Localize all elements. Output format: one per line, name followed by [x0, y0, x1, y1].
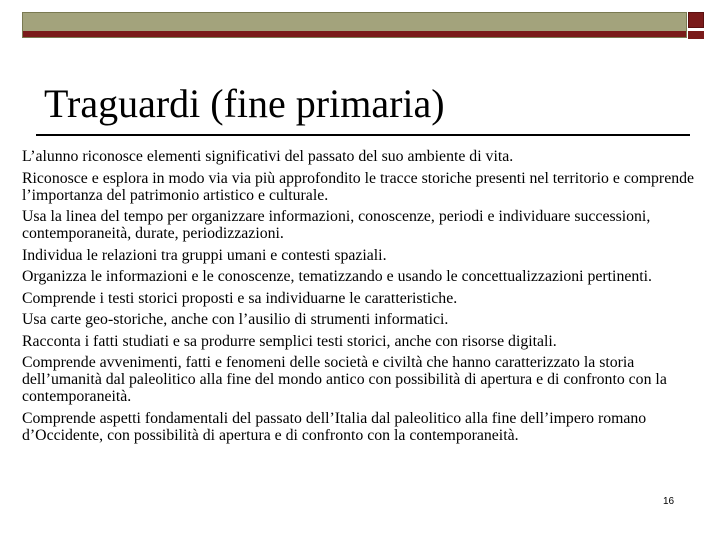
slide-content — [22, 148, 702, 448]
corner-accent-lower — [688, 31, 704, 39]
paragraph: Comprende avvenimenti, fatti e fenomeni delle società e civiltà che hanno caratterizzato la storia dell’umanità dal paleolitico alla fine del mondo antico con possibilità di apertura e di confronto con la contemporaneità. — [22, 354, 667, 405]
paragraph: Comprende aspetti fondamentali del passato dell’Italia dal paleolitico alla fine dell’impero romano d’Occidente, con possibilità di apertura e di confronto con la contemporaneità. — [22, 409, 647, 444]
header-band — [22, 12, 687, 38]
paragraph: Usa carte geo-storiche, anche con l’ausilio di strumenti informatici. — [22, 311, 449, 328]
page-number: 16 — [663, 496, 675, 507]
header-band-olive — [23, 13, 686, 31]
paragraph: Organizza le informazioni e le conoscenze, tematizzando e usando le concettualizzazioni pertinenti. — [22, 268, 652, 285]
paragraph: Riconosce e esplora in modo via via più approfondito le tracce storiche presenti nel territorio e comprende l’importanza del patrimonio artistico e culturale. — [22, 169, 695, 204]
paragraph: Usa la linea del tempo per organizzare informazioni, conoscenze, periodi e individuare successioni, contemporaneità, durate, periodizzazioni. — [22, 208, 651, 242]
title-underline — [36, 134, 690, 136]
header-band-maroon — [23, 31, 686, 38]
paragraph: L’alunno riconosce elementi significativi del passato del suo ambiente di vita. — [22, 148, 514, 165]
slide-title: Traguardi (fine primaria) — [44, 81, 445, 126]
paragraph: Comprende i testi storici proposti e sa individuarne le caratteristiche. — [22, 289, 458, 307]
paragraph: Racconta i fatti studiati e sa produrre semplici testi storici, anche con risorse digitali. — [22, 332, 557, 350]
corner-accent — [688, 12, 704, 28]
paragraph: Individua le relazioni tra gruppi umani e contesti spaziali. — [22, 246, 387, 264]
